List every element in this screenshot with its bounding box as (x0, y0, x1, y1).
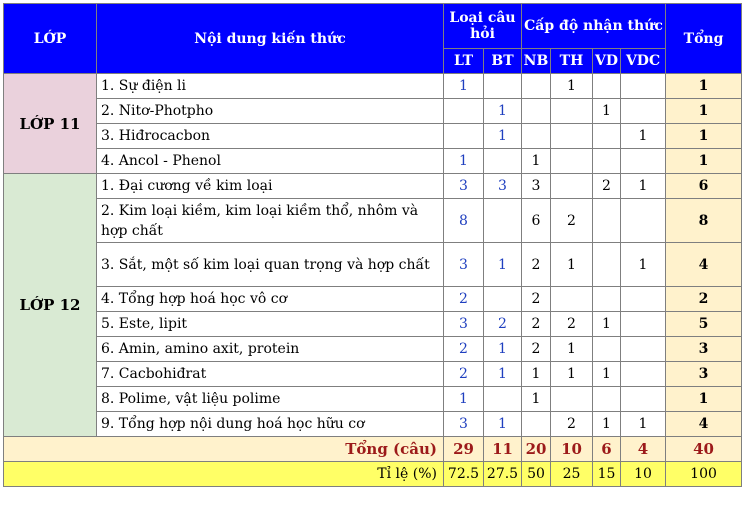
sum-total: 40 (666, 437, 742, 462)
table-row (4, 149, 742, 174)
nb-cell: 2 (522, 243, 551, 287)
sum-th: 10 (551, 437, 593, 462)
table-row (4, 387, 742, 412)
table-row (4, 312, 742, 337)
rate-vdc: 10 (621, 462, 666, 487)
row-total-cell: 1 (666, 149, 742, 174)
topic-cell: 2. Nitơ-Photpho (97, 99, 444, 124)
topic-cell: 7. Cacbohiđrat (97, 362, 444, 387)
vd-cell (593, 199, 621, 243)
th-cell: 1 (551, 362, 593, 387)
th-cell (551, 287, 593, 312)
table-row (4, 412, 742, 437)
bt-cell: 3 (484, 174, 522, 199)
bt-cell (484, 287, 522, 312)
rate-total: 100 (666, 462, 742, 487)
nb-cell: 2 (522, 337, 551, 362)
lt-cell (444, 124, 484, 149)
row-total-cell: 4 (666, 412, 742, 437)
header-lt: LT (444, 49, 484, 74)
th-cell (551, 387, 593, 412)
sum-bt: 11 (484, 437, 522, 462)
vd-cell: 1 (593, 312, 621, 337)
header-vd: VD (593, 49, 621, 74)
rate-th: 25 (551, 462, 593, 487)
vd-cell (593, 149, 621, 174)
row-total-cell: 6 (666, 174, 742, 199)
topic-cell: 5. Este, lipit (97, 312, 444, 337)
rate-row (4, 462, 742, 487)
lt-cell: 3 (444, 243, 484, 287)
th-cell: 2 (551, 312, 593, 337)
vd-cell (593, 124, 621, 149)
vdc-cell: 1 (621, 124, 666, 149)
sum-vdc: 4 (621, 437, 666, 462)
nb-cell (522, 99, 551, 124)
vdc-cell (621, 74, 666, 99)
rate-label: Tỉ lệ (%) (4, 462, 444, 487)
topic-cell: 2. Kim loại kiềm, kim loại kiềm thổ, nhôm và hợp chất (97, 199, 444, 243)
sum-row (4, 437, 742, 462)
header-th: TH (551, 49, 593, 74)
th-cell: 2 (551, 199, 593, 243)
topic-cell: 8. Polime, vật liệu polime (97, 387, 444, 412)
topic-cell: 1. Sự điện li (97, 74, 444, 99)
vdc-cell: 1 (621, 174, 666, 199)
vdc-cell (621, 337, 666, 362)
header-tong: Tổng (666, 4, 742, 74)
table-row (4, 243, 742, 287)
table-row (4, 174, 742, 199)
header-lop: LỚP (4, 4, 97, 74)
bt-cell: 1 (484, 412, 522, 437)
row-total-cell: 2 (666, 287, 742, 312)
vdc-cell (621, 362, 666, 387)
bt-cell: 2 (484, 312, 522, 337)
nb-cell: 1 (522, 362, 551, 387)
nb-cell: 2 (522, 312, 551, 337)
bt-cell (484, 387, 522, 412)
vd-cell (593, 337, 621, 362)
bt-cell: 1 (484, 243, 522, 287)
group-label: LỚP 11 (4, 74, 97, 174)
sum-label: Tổng (câu) (4, 437, 444, 462)
th-cell: 1 (551, 74, 593, 99)
topic-cell: 3. Hiđrocacbon (97, 124, 444, 149)
vd-cell (593, 387, 621, 412)
rate-lt: 72.5 (444, 462, 484, 487)
bt-cell (484, 199, 522, 243)
vdc-cell: 1 (621, 412, 666, 437)
vd-cell (593, 287, 621, 312)
lt-cell: 1 (444, 387, 484, 412)
lt-cell: 1 (444, 74, 484, 99)
header-cap-do: Cấp độ nhận thức (522, 4, 666, 49)
row-total-cell: 1 (666, 124, 742, 149)
th-cell (551, 149, 593, 174)
table-row (4, 99, 742, 124)
vdc-cell (621, 312, 666, 337)
nb-cell (522, 124, 551, 149)
lt-cell: 3 (444, 312, 484, 337)
row-total-cell: 1 (666, 99, 742, 124)
vd-cell: 2 (593, 174, 621, 199)
vdc-cell (621, 199, 666, 243)
nb-cell: 2 (522, 287, 551, 312)
sum-lt: 29 (444, 437, 484, 462)
nb-cell (522, 412, 551, 437)
table-body (4, 74, 742, 487)
lt-cell (444, 99, 484, 124)
table-row (4, 287, 742, 312)
vdc-cell: 1 (621, 243, 666, 287)
topic-cell: 6. Amin, amino axit, protein (97, 337, 444, 362)
topic-cell: 3. Sắt, một số kim loại quan trọng và hợp chất (97, 243, 444, 287)
table-row (4, 74, 742, 99)
lt-cell: 1 (444, 149, 484, 174)
lt-cell: 3 (444, 174, 484, 199)
bt-cell (484, 149, 522, 174)
group-label: LỚP 12 (4, 174, 97, 437)
topic-cell: 4. Ancol - Phenol (97, 149, 444, 174)
th-cell: 1 (551, 337, 593, 362)
bt-cell: 1 (484, 362, 522, 387)
row-total-cell: 4 (666, 243, 742, 287)
header-nb: NB (522, 49, 551, 74)
row-total-cell: 5 (666, 312, 742, 337)
th-cell (551, 174, 593, 199)
vd-cell: 1 (593, 412, 621, 437)
row-total-cell: 3 (666, 337, 742, 362)
vdc-cell (621, 99, 666, 124)
nb-cell: 6 (522, 199, 551, 243)
th-cell: 1 (551, 243, 593, 287)
lt-cell: 2 (444, 362, 484, 387)
vd-cell: 1 (593, 362, 621, 387)
header-bt: BT (484, 49, 522, 74)
vd-cell (593, 243, 621, 287)
th-cell: 2 (551, 412, 593, 437)
th-cell (551, 99, 593, 124)
rate-vd: 15 (593, 462, 621, 487)
row-total-cell: 1 (666, 74, 742, 99)
row-total-cell: 3 (666, 362, 742, 387)
header-loai-cau-hoi: Loại câu hỏi (444, 4, 522, 49)
vd-cell (593, 74, 621, 99)
table-row (4, 124, 742, 149)
bt-cell: 1 (484, 337, 522, 362)
table-row (4, 337, 742, 362)
bt-cell (484, 74, 522, 99)
topic-cell: 1. Đại cương về kim loại (97, 174, 444, 199)
nb-cell: 1 (522, 387, 551, 412)
header-noi-dung: Nội dung kiến thức (97, 4, 444, 74)
rate-nb: 50 (522, 462, 551, 487)
nb-cell: 3 (522, 174, 551, 199)
knowledge-matrix-table (3, 3, 742, 487)
vdc-cell (621, 387, 666, 412)
vdc-cell (621, 287, 666, 312)
vd-cell: 1 (593, 99, 621, 124)
nb-cell (522, 74, 551, 99)
table-row (4, 362, 742, 387)
bt-cell: 1 (484, 99, 522, 124)
bt-cell: 1 (484, 124, 522, 149)
rate-bt: 27.5 (484, 462, 522, 487)
table-row (4, 199, 742, 243)
row-total-cell: 1 (666, 387, 742, 412)
header-vdc: VDC (621, 49, 666, 74)
lt-cell: 2 (444, 287, 484, 312)
lt-cell: 2 (444, 337, 484, 362)
row-total-cell: 8 (666, 199, 742, 243)
lt-cell: 3 (444, 412, 484, 437)
vdc-cell (621, 149, 666, 174)
table-header (4, 4, 742, 74)
th-cell (551, 124, 593, 149)
lt-cell: 8 (444, 199, 484, 243)
sum-nb: 20 (522, 437, 551, 462)
topic-cell: 9. Tổng hợp nội dung hoá học hữu cơ (97, 412, 444, 437)
sum-vd: 6 (593, 437, 621, 462)
nb-cell: 1 (522, 149, 551, 174)
topic-cell: 4. Tổng hợp hoá học vô cơ (97, 287, 444, 312)
